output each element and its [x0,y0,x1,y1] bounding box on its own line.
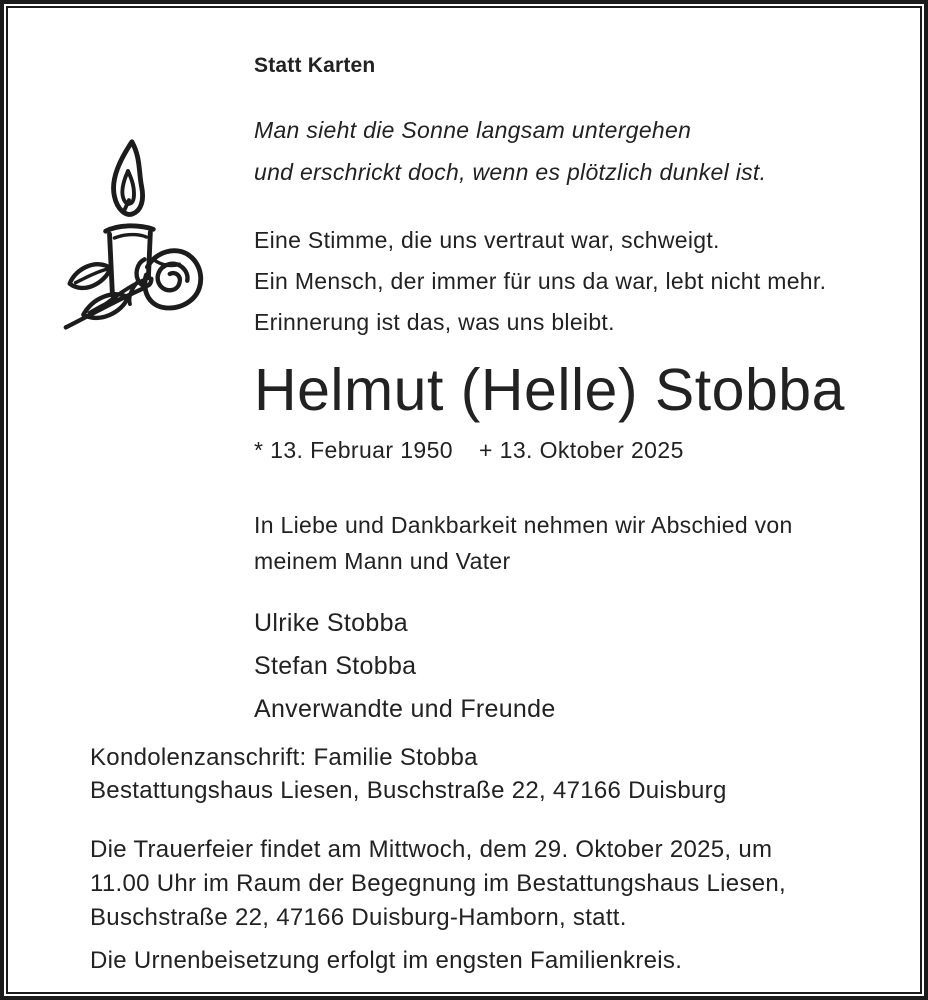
farewell-text [254,507,890,579]
verse-line: Eine Stimme, die uns vertraut war, schweigt. [254,227,720,253]
service-line: Buschstraße 22, 47166 Duisburg-Hamborn, statt. [90,904,627,931]
verse-line: Erinnerung ist das, was uns bleibt. [254,309,615,335]
farewell-line: In Liebe und Dankbarkeit nehmen wir Abschied von [254,512,793,538]
mourner-name: Anverwandte und Freunde [254,695,556,723]
candle-rose-icon [50,136,206,340]
death-date: + 13. Oktober 2025 [479,437,684,463]
inner-frame [6,6,922,994]
mourner-name: Stefan Stobba [254,652,417,680]
condolence-line: Bestattungshaus Liesen, Buschstraße 22, 47166 Duisburg [90,777,727,804]
farewell-line: meinem Mann und Vater [254,548,511,574]
life-dates [254,437,890,464]
verse-line: Ein Mensch, der immer für uns da war, lebt nicht mehr. [254,268,827,294]
condolence-line: Kondolenzanschrift: Familie Stobba [90,744,478,771]
deceased-name: Helmut (Helle) Stobba [254,357,845,423]
memorial-verse [254,220,890,343]
mourners-list [254,602,890,731]
statt-karten-label: Statt Karten [254,54,376,77]
opening-poem [254,109,890,193]
burial-info: Die Urnenbeisetzung erfolgt im engsten Familienkreis. [90,947,683,974]
mourner-name: Ulrike Stobba [254,609,408,637]
birth-date: * 13. Februar 1950 [254,437,453,463]
service-line: Die Trauerfeier findet am Mittwoch, dem 29. Oktober 2025, um [90,836,773,863]
funeral-service-info [90,833,890,935]
poem-line: Man sieht die Sonne langsam untergehen [254,117,692,143]
service-line: 11.00 Uhr im Raum der Begegnung im Bestattungshaus Liesen, [90,870,787,897]
poem-line: und erschrickt doch, wenn es plötzlich dunkel ist. [254,159,767,185]
condolence-address [90,741,890,807]
details-block [8,741,920,975]
